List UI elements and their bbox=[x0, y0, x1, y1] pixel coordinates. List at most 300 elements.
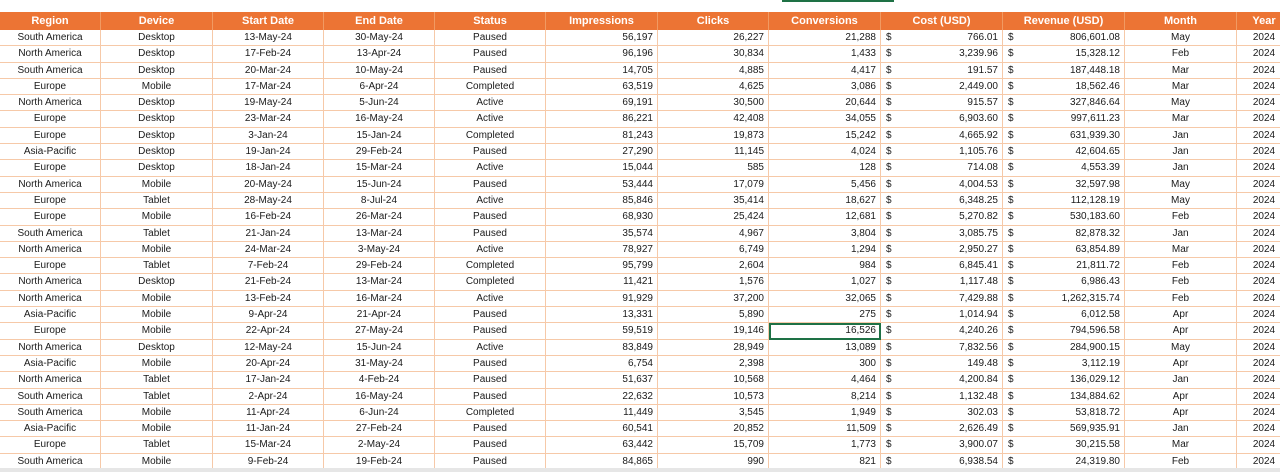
cell-cost[interactable] bbox=[881, 307, 1003, 323]
cell-month[interactable]: Apr bbox=[1125, 307, 1237, 323]
cell-clicks[interactable]: 10,568 bbox=[658, 372, 769, 388]
cell-conversions[interactable]: 15,242 bbox=[769, 128, 881, 144]
cell-conversions[interactable]: 1,433 bbox=[769, 46, 881, 62]
cell-revenue[interactable] bbox=[1003, 437, 1125, 453]
cell-revenue[interactable] bbox=[1003, 291, 1125, 307]
cell-end-date[interactable]: 26-Mar-24 bbox=[324, 209, 435, 225]
cell-end-date[interactable]: 29-Feb-24 bbox=[324, 258, 435, 274]
cell-region[interactable]: South America bbox=[0, 405, 101, 421]
cell-status[interactable]: Completed bbox=[435, 274, 546, 290]
cell-revenue[interactable] bbox=[1003, 389, 1125, 405]
cell-device[interactable]: Mobile bbox=[101, 323, 213, 339]
cell-start-date[interactable]: 24-Mar-24 bbox=[213, 242, 324, 258]
cell-conversions[interactable]: 275 bbox=[769, 307, 881, 323]
cell-conversions[interactable]: 300 bbox=[769, 356, 881, 372]
cell-start-date[interactable]: 7-Feb-24 bbox=[213, 258, 324, 274]
cell-cost[interactable] bbox=[881, 291, 1003, 307]
header-cost[interactable]: Cost (USD) bbox=[881, 12, 1003, 30]
cell-status[interactable]: Completed bbox=[435, 79, 546, 95]
cell-end-date[interactable]: 5-Jun-24 bbox=[324, 95, 435, 111]
cell-clicks[interactable]: 585 bbox=[658, 160, 769, 176]
cell-cost[interactable] bbox=[881, 144, 1003, 160]
cell-conversions[interactable]: 5,456 bbox=[769, 177, 881, 193]
cell-year[interactable]: 2024 bbox=[1237, 454, 1280, 468]
cell-region[interactable]: Europe bbox=[0, 437, 101, 453]
cell-end-date[interactable]: 13-Mar-24 bbox=[324, 274, 435, 290]
cell-month[interactable]: Jan bbox=[1125, 160, 1237, 176]
cell-start-date[interactable]: 18-Jan-24 bbox=[213, 160, 324, 176]
cell-end-date[interactable]: 15-Jun-24 bbox=[324, 340, 435, 356]
cell-status[interactable]: Paused bbox=[435, 144, 546, 160]
cell-cost[interactable] bbox=[881, 63, 1003, 79]
cell-status[interactable]: Paused bbox=[435, 307, 546, 323]
cell-clicks[interactable]: 42,408 bbox=[658, 111, 769, 127]
cell-month[interactable]: Feb bbox=[1125, 274, 1237, 290]
cell-impressions[interactable]: 95,799 bbox=[546, 258, 658, 274]
cell-impressions[interactable]: 69,191 bbox=[546, 95, 658, 111]
cell-start-date[interactable]: 20-May-24 bbox=[213, 177, 324, 193]
cell-region[interactable]: North America bbox=[0, 291, 101, 307]
cell-region[interactable]: Asia-Pacific bbox=[0, 144, 101, 160]
cell-end-date[interactable]: 4-Feb-24 bbox=[324, 372, 435, 388]
cell-start-date[interactable]: 19-May-24 bbox=[213, 95, 324, 111]
cell-year[interactable]: 2024 bbox=[1237, 274, 1280, 290]
header-start-date[interactable]: Start Date bbox=[213, 12, 324, 30]
cell-region[interactable]: North America bbox=[0, 340, 101, 356]
cell-year[interactable]: 2024 bbox=[1237, 128, 1280, 144]
cell-cost[interactable] bbox=[881, 30, 1003, 46]
cell-month[interactable]: Mar bbox=[1125, 242, 1237, 258]
cell-month[interactable]: Mar bbox=[1125, 63, 1237, 79]
cell-start-date[interactable]: 11-Jan-24 bbox=[213, 421, 324, 437]
cell-impressions[interactable]: 60,541 bbox=[546, 421, 658, 437]
cell-end-date[interactable]: 19-Feb-24 bbox=[324, 454, 435, 468]
cell-device[interactable]: Desktop bbox=[101, 274, 213, 290]
cell-status[interactable]: Active bbox=[435, 193, 546, 209]
cell-start-date[interactable]: 17-Feb-24 bbox=[213, 46, 324, 62]
cell-year[interactable]: 2024 bbox=[1237, 372, 1280, 388]
cell-device[interactable]: Tablet bbox=[101, 372, 213, 388]
cell-region[interactable]: South America bbox=[0, 389, 101, 405]
cell-device[interactable]: Mobile bbox=[101, 421, 213, 437]
cell-region[interactable]: North America bbox=[0, 177, 101, 193]
cell-device[interactable]: Tablet bbox=[101, 437, 213, 453]
cell-clicks[interactable]: 11,145 bbox=[658, 144, 769, 160]
cell-conversions[interactable]: 12,681 bbox=[769, 209, 881, 225]
cell-status[interactable]: Active bbox=[435, 160, 546, 176]
cell-end-date[interactable]: 8-Jul-24 bbox=[324, 193, 435, 209]
cell-conversions[interactable]: 16,526 bbox=[769, 323, 881, 339]
cell-start-date[interactable]: 12-May-24 bbox=[213, 340, 324, 356]
horizontal-scrollbar[interactable] bbox=[0, 468, 1280, 472]
cell-year[interactable]: 2024 bbox=[1237, 30, 1280, 46]
cell-month[interactable]: Mar bbox=[1125, 79, 1237, 95]
cell-clicks[interactable]: 19,146 bbox=[658, 323, 769, 339]
header-status[interactable]: Status bbox=[435, 12, 546, 30]
cell-region[interactable]: North America bbox=[0, 372, 101, 388]
cell-region[interactable]: North America bbox=[0, 95, 101, 111]
cell-month[interactable]: Jan bbox=[1125, 421, 1237, 437]
cell-revenue[interactable] bbox=[1003, 323, 1125, 339]
cell-clicks[interactable]: 15,709 bbox=[658, 437, 769, 453]
cell-impressions[interactable]: 84,865 bbox=[546, 454, 658, 468]
cell-region[interactable]: South America bbox=[0, 454, 101, 468]
cell-start-date[interactable]: 21-Feb-24 bbox=[213, 274, 324, 290]
cell-impressions[interactable]: 78,927 bbox=[546, 242, 658, 258]
cell-impressions[interactable]: 6,754 bbox=[546, 356, 658, 372]
cell-cost[interactable] bbox=[881, 258, 1003, 274]
cell-device[interactable]: Desktop bbox=[101, 340, 213, 356]
cell-year[interactable]: 2024 bbox=[1237, 323, 1280, 339]
cell-impressions[interactable]: 86,221 bbox=[546, 111, 658, 127]
cell-start-date[interactable]: 2-Apr-24 bbox=[213, 389, 324, 405]
cell-cost[interactable] bbox=[881, 389, 1003, 405]
cell-status[interactable]: Active bbox=[435, 291, 546, 307]
cell-impressions[interactable]: 85,846 bbox=[546, 193, 658, 209]
cell-start-date[interactable]: 16-Feb-24 bbox=[213, 209, 324, 225]
cell-region[interactable]: Europe bbox=[0, 209, 101, 225]
cell-impressions[interactable]: 51,637 bbox=[546, 372, 658, 388]
cell-clicks[interactable]: 1,576 bbox=[658, 274, 769, 290]
cell-revenue[interactable] bbox=[1003, 128, 1125, 144]
cell-month[interactable]: May bbox=[1125, 340, 1237, 356]
cell-month[interactable]: Mar bbox=[1125, 437, 1237, 453]
cell-month[interactable]: Feb bbox=[1125, 46, 1237, 62]
cell-revenue[interactable] bbox=[1003, 307, 1125, 323]
cell-year[interactable]: 2024 bbox=[1237, 226, 1280, 242]
cell-conversions[interactable]: 4,464 bbox=[769, 372, 881, 388]
cell-month[interactable]: May bbox=[1125, 30, 1237, 46]
cell-cost[interactable] bbox=[881, 160, 1003, 176]
cell-revenue[interactable] bbox=[1003, 274, 1125, 290]
cell-end-date[interactable]: 16-Mar-24 bbox=[324, 291, 435, 307]
cell-conversions[interactable]: 18,627 bbox=[769, 193, 881, 209]
cell-year[interactable]: 2024 bbox=[1237, 46, 1280, 62]
cell-cost[interactable] bbox=[881, 323, 1003, 339]
cell-conversions[interactable]: 34,055 bbox=[769, 111, 881, 127]
cell-device[interactable]: Desktop bbox=[101, 128, 213, 144]
cell-impressions[interactable]: 11,449 bbox=[546, 405, 658, 421]
cell-year[interactable]: 2024 bbox=[1237, 111, 1280, 127]
cell-status[interactable]: Paused bbox=[435, 323, 546, 339]
cell-clicks[interactable]: 3,545 bbox=[658, 405, 769, 421]
cell-device[interactable]: Mobile bbox=[101, 405, 213, 421]
cell-start-date[interactable]: 9-Feb-24 bbox=[213, 454, 324, 468]
cell-impressions[interactable]: 27,290 bbox=[546, 144, 658, 160]
cell-impressions[interactable]: 63,442 bbox=[546, 437, 658, 453]
cell-region[interactable]: Europe bbox=[0, 193, 101, 209]
cell-start-date[interactable]: 9-Apr-24 bbox=[213, 307, 324, 323]
cell-device[interactable]: Tablet bbox=[101, 226, 213, 242]
cell-region[interactable]: South America bbox=[0, 226, 101, 242]
cell-device[interactable]: Mobile bbox=[101, 454, 213, 468]
cell-device[interactable]: Tablet bbox=[101, 193, 213, 209]
cell-year[interactable]: 2024 bbox=[1237, 291, 1280, 307]
cell-device[interactable]: Mobile bbox=[101, 79, 213, 95]
header-year[interactable]: Year bbox=[1237, 12, 1280, 30]
cell-impressions[interactable]: 59,519 bbox=[546, 323, 658, 339]
cell-impressions[interactable]: 35,574 bbox=[546, 226, 658, 242]
cell-year[interactable]: 2024 bbox=[1237, 79, 1280, 95]
cell-month[interactable]: May bbox=[1125, 95, 1237, 111]
cell-impressions[interactable]: 11,421 bbox=[546, 274, 658, 290]
header-region[interactable]: Region bbox=[0, 12, 101, 30]
cell-region[interactable]: Asia-Pacific bbox=[0, 356, 101, 372]
cell-conversions[interactable]: 21,288 bbox=[769, 30, 881, 46]
cell-status[interactable]: Paused bbox=[435, 421, 546, 437]
cell-start-date[interactable]: 19-Jan-24 bbox=[213, 144, 324, 160]
cell-device[interactable]: Desktop bbox=[101, 30, 213, 46]
cell-status[interactable]: Paused bbox=[435, 356, 546, 372]
cell-cost[interactable] bbox=[881, 372, 1003, 388]
cell-revenue[interactable] bbox=[1003, 79, 1125, 95]
cell-clicks[interactable]: 4,885 bbox=[658, 63, 769, 79]
cell-cost[interactable] bbox=[881, 79, 1003, 95]
cell-status[interactable]: Paused bbox=[435, 437, 546, 453]
cell-clicks[interactable]: 4,625 bbox=[658, 79, 769, 95]
cell-region[interactable]: Europe bbox=[0, 258, 101, 274]
header-impressions[interactable]: Impressions bbox=[546, 12, 658, 30]
cell-status[interactable]: Paused bbox=[435, 454, 546, 468]
cell-device[interactable]: Mobile bbox=[101, 209, 213, 225]
cell-year[interactable]: 2024 bbox=[1237, 242, 1280, 258]
cell-revenue[interactable] bbox=[1003, 46, 1125, 62]
cell-device[interactable]: Mobile bbox=[101, 291, 213, 307]
cell-cost[interactable] bbox=[881, 177, 1003, 193]
cell-cost[interactable] bbox=[881, 405, 1003, 421]
cell-impressions[interactable]: 13,331 bbox=[546, 307, 658, 323]
cell-status[interactable]: Paused bbox=[435, 209, 546, 225]
cell-conversions[interactable]: 1,949 bbox=[769, 405, 881, 421]
cell-end-date[interactable]: 13-Apr-24 bbox=[324, 46, 435, 62]
cell-impressions[interactable]: 83,849 bbox=[546, 340, 658, 356]
cell-device[interactable]: Desktop bbox=[101, 144, 213, 160]
cell-end-date[interactable]: 27-Feb-24 bbox=[324, 421, 435, 437]
cell-month[interactable]: Jan bbox=[1125, 128, 1237, 144]
cell-end-date[interactable]: 15-Mar-24 bbox=[324, 160, 435, 176]
cell-revenue[interactable] bbox=[1003, 30, 1125, 46]
cell-year[interactable]: 2024 bbox=[1237, 95, 1280, 111]
cell-device[interactable]: Mobile bbox=[101, 177, 213, 193]
cell-year[interactable]: 2024 bbox=[1237, 209, 1280, 225]
cell-end-date[interactable]: 3-May-24 bbox=[324, 242, 435, 258]
cell-end-date[interactable]: 6-Apr-24 bbox=[324, 79, 435, 95]
cell-cost[interactable] bbox=[881, 454, 1003, 468]
cell-cost[interactable] bbox=[881, 193, 1003, 209]
cell-revenue[interactable] bbox=[1003, 405, 1125, 421]
cell-device[interactable]: Mobile bbox=[101, 356, 213, 372]
cell-cost[interactable] bbox=[881, 242, 1003, 258]
cell-region[interactable]: Europe bbox=[0, 79, 101, 95]
cell-status[interactable]: Active bbox=[435, 242, 546, 258]
cell-region[interactable]: Europe bbox=[0, 323, 101, 339]
cell-status[interactable]: Paused bbox=[435, 389, 546, 405]
cell-year[interactable]: 2024 bbox=[1237, 177, 1280, 193]
cell-impressions[interactable]: 14,705 bbox=[546, 63, 658, 79]
cell-cost[interactable] bbox=[881, 46, 1003, 62]
cell-month[interactable]: May bbox=[1125, 177, 1237, 193]
cell-revenue[interactable] bbox=[1003, 421, 1125, 437]
cell-year[interactable]: 2024 bbox=[1237, 63, 1280, 79]
cell-year[interactable]: 2024 bbox=[1237, 258, 1280, 274]
cell-clicks[interactable]: 37,200 bbox=[658, 291, 769, 307]
cell-device[interactable]: Desktop bbox=[101, 95, 213, 111]
cell-clicks[interactable]: 990 bbox=[658, 454, 769, 468]
cell-revenue[interactable] bbox=[1003, 63, 1125, 79]
cell-end-date[interactable]: 16-May-24 bbox=[324, 389, 435, 405]
cell-start-date[interactable]: 28-May-24 bbox=[213, 193, 324, 209]
cell-status[interactable]: Completed bbox=[435, 128, 546, 144]
cell-end-date[interactable]: 2-May-24 bbox=[324, 437, 435, 453]
cell-clicks[interactable]: 2,604 bbox=[658, 258, 769, 274]
cell-conversions[interactable]: 11,509 bbox=[769, 421, 881, 437]
cell-year[interactable]: 2024 bbox=[1237, 160, 1280, 176]
cell-revenue[interactable] bbox=[1003, 144, 1125, 160]
cell-year[interactable]: 2024 bbox=[1237, 421, 1280, 437]
cell-impressions[interactable]: 53,444 bbox=[546, 177, 658, 193]
cell-region[interactable]: North America bbox=[0, 274, 101, 290]
cell-revenue[interactable] bbox=[1003, 242, 1125, 258]
cell-conversions[interactable]: 3,804 bbox=[769, 226, 881, 242]
cell-cost[interactable] bbox=[881, 95, 1003, 111]
cell-clicks[interactable]: 28,949 bbox=[658, 340, 769, 356]
cell-conversions[interactable]: 3,086 bbox=[769, 79, 881, 95]
cell-status[interactable]: Paused bbox=[435, 46, 546, 62]
cell-impressions[interactable]: 81,243 bbox=[546, 128, 658, 144]
cell-clicks[interactable]: 2,398 bbox=[658, 356, 769, 372]
cell-revenue[interactable] bbox=[1003, 226, 1125, 242]
header-revenue[interactable]: Revenue (USD) bbox=[1003, 12, 1125, 30]
spreadsheet-grid[interactable] bbox=[0, 12, 1280, 468]
cell-month[interactable]: Mar bbox=[1125, 111, 1237, 127]
cell-revenue[interactable] bbox=[1003, 340, 1125, 356]
cell-status[interactable]: Active bbox=[435, 95, 546, 111]
cell-end-date[interactable]: 15-Jan-24 bbox=[324, 128, 435, 144]
cell-impressions[interactable]: 68,930 bbox=[546, 209, 658, 225]
cell-clicks[interactable]: 25,424 bbox=[658, 209, 769, 225]
cell-clicks[interactable]: 10,573 bbox=[658, 389, 769, 405]
cell-device[interactable]: Mobile bbox=[101, 307, 213, 323]
cell-region[interactable]: Europe bbox=[0, 128, 101, 144]
header-device[interactable]: Device bbox=[101, 12, 213, 30]
cell-end-date[interactable]: 27-May-24 bbox=[324, 323, 435, 339]
cell-year[interactable]: 2024 bbox=[1237, 437, 1280, 453]
cell-impressions[interactable]: 91,929 bbox=[546, 291, 658, 307]
cell-impressions[interactable]: 96,196 bbox=[546, 46, 658, 62]
cell-clicks[interactable]: 30,834 bbox=[658, 46, 769, 62]
cell-end-date[interactable]: 10-May-24 bbox=[324, 63, 435, 79]
cell-year[interactable]: 2024 bbox=[1237, 389, 1280, 405]
cell-month[interactable]: Apr bbox=[1125, 356, 1237, 372]
cell-revenue[interactable] bbox=[1003, 160, 1125, 176]
cell-clicks[interactable]: 26,227 bbox=[658, 30, 769, 46]
header-end-date[interactable]: End Date bbox=[324, 12, 435, 30]
cell-clicks[interactable]: 20,852 bbox=[658, 421, 769, 437]
cell-conversions[interactable]: 1,027 bbox=[769, 274, 881, 290]
cell-device[interactable]: Desktop bbox=[101, 111, 213, 127]
cell-year[interactable]: 2024 bbox=[1237, 340, 1280, 356]
cell-month[interactable]: Jan bbox=[1125, 226, 1237, 242]
cell-month[interactable]: Jan bbox=[1125, 372, 1237, 388]
cell-region[interactable]: South America bbox=[0, 63, 101, 79]
cell-clicks[interactable]: 19,873 bbox=[658, 128, 769, 144]
cell-cost[interactable] bbox=[881, 356, 1003, 372]
cell-start-date[interactable]: 22-Apr-24 bbox=[213, 323, 324, 339]
cell-start-date[interactable]: 20-Apr-24 bbox=[213, 356, 324, 372]
cell-month[interactable]: May bbox=[1125, 193, 1237, 209]
cell-year[interactable]: 2024 bbox=[1237, 356, 1280, 372]
cell-conversions[interactable]: 1,773 bbox=[769, 437, 881, 453]
cell-status[interactable]: Paused bbox=[435, 63, 546, 79]
cell-conversions[interactable]: 32,065 bbox=[769, 291, 881, 307]
cell-month[interactable]: Apr bbox=[1125, 389, 1237, 405]
cell-cost[interactable] bbox=[881, 111, 1003, 127]
cell-year[interactable]: 2024 bbox=[1237, 193, 1280, 209]
cell-start-date[interactable]: 17-Jan-24 bbox=[213, 372, 324, 388]
cell-status[interactable]: Paused bbox=[435, 226, 546, 242]
cell-start-date[interactable]: 3-Jan-24 bbox=[213, 128, 324, 144]
cell-end-date[interactable]: 30-May-24 bbox=[324, 30, 435, 46]
cell-device[interactable]: Tablet bbox=[101, 258, 213, 274]
cell-conversions[interactable]: 4,417 bbox=[769, 63, 881, 79]
cell-month[interactable]: Feb bbox=[1125, 291, 1237, 307]
cell-end-date[interactable]: 16-May-24 bbox=[324, 111, 435, 127]
cell-conversions[interactable]: 8,214 bbox=[769, 389, 881, 405]
cell-impressions[interactable]: 63,519 bbox=[546, 79, 658, 95]
cell-status[interactable]: Active bbox=[435, 340, 546, 356]
cell-end-date[interactable]: 15-Jun-24 bbox=[324, 177, 435, 193]
cell-revenue[interactable] bbox=[1003, 209, 1125, 225]
cell-device[interactable]: Desktop bbox=[101, 46, 213, 62]
cell-revenue[interactable] bbox=[1003, 111, 1125, 127]
cell-conversions[interactable]: 984 bbox=[769, 258, 881, 274]
cell-year[interactable]: 2024 bbox=[1237, 307, 1280, 323]
cell-device[interactable]: Mobile bbox=[101, 242, 213, 258]
cell-clicks[interactable]: 5,890 bbox=[658, 307, 769, 323]
header-clicks[interactable]: Clicks bbox=[658, 12, 769, 30]
cell-revenue[interactable] bbox=[1003, 193, 1125, 209]
cell-region[interactable]: North America bbox=[0, 242, 101, 258]
cell-month[interactable]: Feb bbox=[1125, 258, 1237, 274]
cell-revenue[interactable] bbox=[1003, 356, 1125, 372]
cell-end-date[interactable]: 6-Jun-24 bbox=[324, 405, 435, 421]
cell-conversions[interactable]: 13,089 bbox=[769, 340, 881, 356]
cell-clicks[interactable]: 30,500 bbox=[658, 95, 769, 111]
cell-region[interactable]: Europe bbox=[0, 160, 101, 176]
cell-cost[interactable] bbox=[881, 226, 1003, 242]
cell-start-date[interactable]: 20-Mar-24 bbox=[213, 63, 324, 79]
cell-cost[interactable] bbox=[881, 128, 1003, 144]
cell-device[interactable]: Desktop bbox=[101, 63, 213, 79]
cell-end-date[interactable]: 31-May-24 bbox=[324, 356, 435, 372]
cell-clicks[interactable]: 6,749 bbox=[658, 242, 769, 258]
cell-month[interactable]: Feb bbox=[1125, 454, 1237, 468]
cell-year[interactable]: 2024 bbox=[1237, 144, 1280, 160]
cell-start-date[interactable]: 21-Jan-24 bbox=[213, 226, 324, 242]
cell-clicks[interactable]: 17,079 bbox=[658, 177, 769, 193]
cell-end-date[interactable]: 29-Feb-24 bbox=[324, 144, 435, 160]
cell-status[interactable]: Completed bbox=[435, 405, 546, 421]
cell-impressions[interactable]: 15,044 bbox=[546, 160, 658, 176]
cell-month[interactable]: Apr bbox=[1125, 323, 1237, 339]
header-conversions[interactable]: Conversions bbox=[769, 12, 881, 30]
cell-cost[interactable] bbox=[881, 209, 1003, 225]
cell-conversions[interactable]: 128 bbox=[769, 160, 881, 176]
cell-conversions[interactable]: 20,644 bbox=[769, 95, 881, 111]
cell-status[interactable]: Paused bbox=[435, 30, 546, 46]
cell-device[interactable]: Tablet bbox=[101, 389, 213, 405]
cell-end-date[interactable]: 21-Apr-24 bbox=[324, 307, 435, 323]
